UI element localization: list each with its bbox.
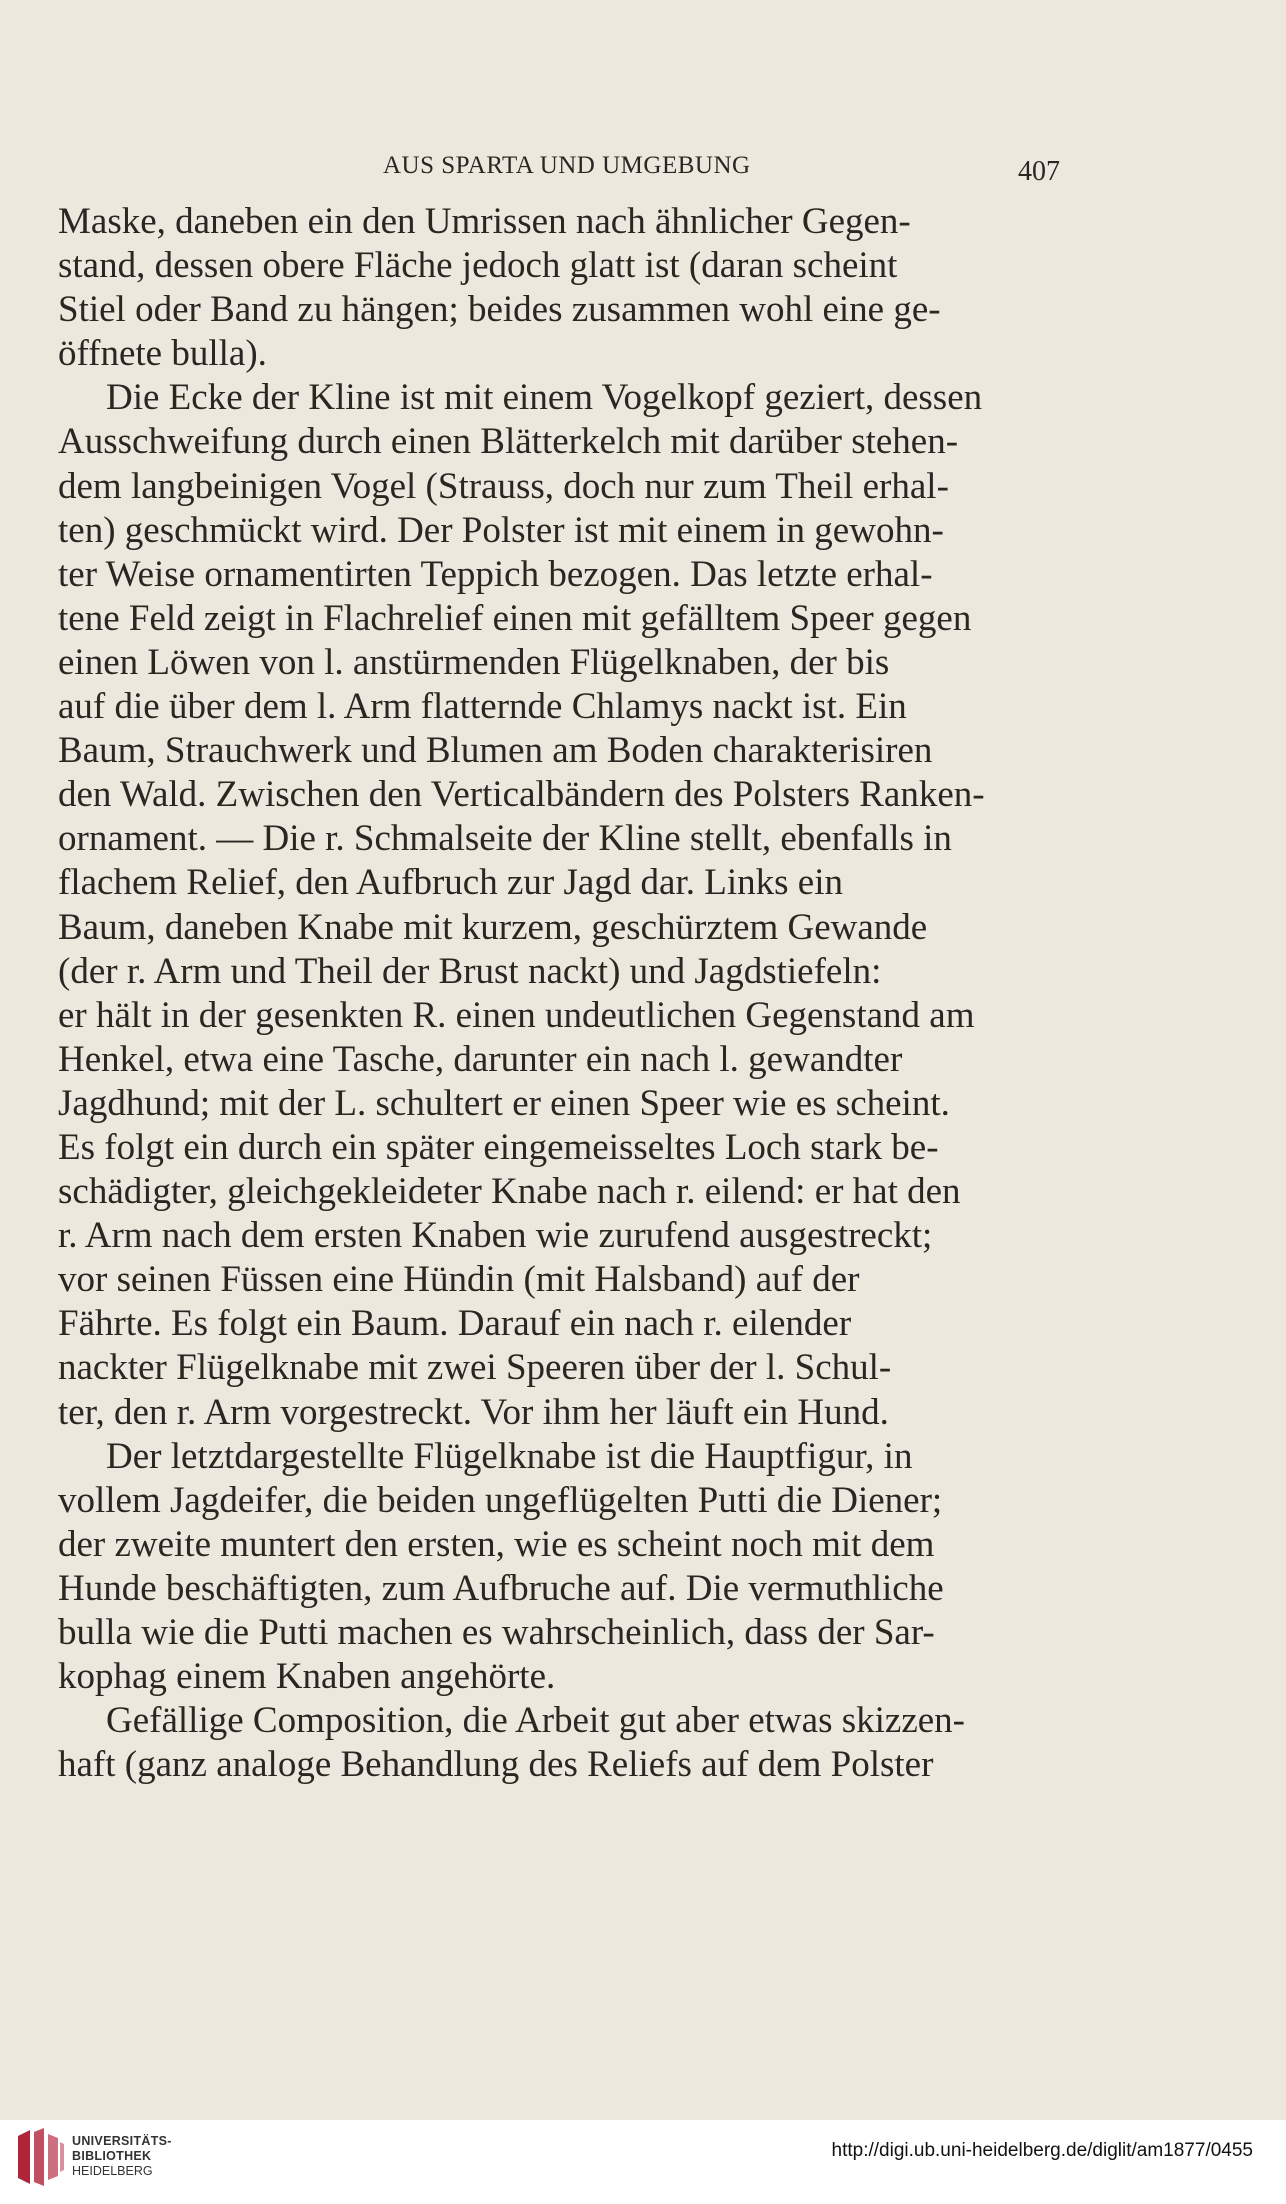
text-line: schädigter, gleichgekleideter Knabe nach r. eilend: er hat den <box>58 1171 961 1213</box>
text-line: Stiel oder Band zu hängen; beides zusammen wohl eine ge- <box>58 289 941 331</box>
body-text <box>58 200 1068 1787</box>
text-line: Die Ecke der Kline ist mit einem Vogelkopf geziert, dessen <box>106 377 983 419</box>
text-line: flachem Relief, den Aufbruch zur Jagd dar. Links ein <box>58 862 843 904</box>
text-line: Hunde beschäftigten, zum Aufbruche auf. Die vermuthliche <box>58 1567 944 1609</box>
text-line: Baum, daneben Knabe mit kurzem, geschürztem Gewande <box>58 906 928 948</box>
text-line: (der r. Arm und Theil der Brust nackt) und Jagdstiefeln: <box>58 950 882 992</box>
text-line: Baum, Strauchwerk und Blumen am Boden charakterisiren <box>58 730 933 772</box>
library-name-line1: UNIVERSITÄTS- <box>72 2134 172 2148</box>
text-line: er hält in der gesenkten R. einen undeutlichen Gegenstand am <box>58 994 975 1036</box>
text-line: der zweite muntert den ersten, wie es scheint noch mit dem <box>58 1523 935 1565</box>
footer-bar <box>0 2120 1286 2204</box>
text-line: dem langbeinigen Vogel (Strauss, doch nur zum Theil erhal- <box>58 465 949 507</box>
running-title: AUS SPARTA UND UMGEBUNG <box>383 152 751 179</box>
text-line: ter Weise ornamentirten Teppich bezogen. Das letzte erhal- <box>58 553 933 595</box>
text-line: haft (ganz analoge Behandlung des Reliefs auf dem Polster <box>58 1744 934 1786</box>
text-line: ornament. — Die r. Schmalseite der Kline stellt, ebenfalls in <box>58 818 952 860</box>
page-header <box>0 152 1286 192</box>
text-line: Fährte. Es folgt ein Baum. Darauf ein nach r. eilender <box>58 1303 852 1345</box>
text-line: Ausschweifung durch einen Blätterkelch mit darüber stehen- <box>58 421 959 463</box>
text-line: nackter Flügelknabe mit zwei Speeren über der l. Schul- <box>58 1347 892 1389</box>
text-line: Maske, daneben ein den Umrissen nach ähnlicher Gegen- <box>58 201 911 242</box>
text-line: auf die über dem l. Arm flatternde Chlamys nackt ist. Ein <box>58 686 907 728</box>
library-logo-icon <box>14 2126 66 2188</box>
text-line: stand, dessen obere Fläche jedoch glatt ist (daran scheint <box>58 245 898 287</box>
text-line: r. Arm nach dem ersten Knaben wie zurufend ausgestreckt; <box>58 1215 933 1257</box>
library-name-line2: BIBLIOTHEK <box>72 2149 152 2163</box>
text-line: Gefällige Composition, die Arbeit gut aber etwas skizzen- <box>106 1700 965 1742</box>
text-line: tene Feld zeigt in Flachrelief einen mit gefälltem Speer gegen <box>58 597 972 639</box>
text-line: öffnete bulla). <box>58 333 267 375</box>
text-line: bulla wie die Putti machen es wahrscheinlich, dass der Sar- <box>58 1612 935 1653</box>
text-line: Es folgt ein durch ein später eingemeisseltes Loch stark be- <box>58 1126 939 1168</box>
text-line: Jagdhund; mit der L. schultert er einen Speer wie es scheint. <box>58 1082 950 1124</box>
text-line: den Wald. Zwischen den Verticalbändern des Polsters Ranken- <box>58 774 985 816</box>
library-name <box>72 2134 172 2179</box>
text-line: ter, den r. Arm vorgestreckt. Vor ihm her läuft ein Hund. <box>58 1391 889 1433</box>
text-line: Der letztdargestellte Flügelknabe ist die Hauptfigur, in <box>106 1435 913 1477</box>
text-line: kophag einem Knaben angehörte. <box>58 1656 556 1698</box>
text-line: vollem Jagdeifer, die beiden ungeflügelten Putti die Diener; <box>58 1479 943 1521</box>
text-line: einen Löwen von l. anstürmenden Flügelknaben, der bis <box>58 641 890 683</box>
text-line: Henkel, etwa eine Tasche, darunter ein nach l. gewandter <box>58 1038 903 1080</box>
library-name-line3: HEIDELBERG <box>72 2164 153 2178</box>
source-url-link[interactable]: http://digi.ub.uni-heidelberg.de/diglit/am1877/0455 <box>831 2140 1253 2161</box>
text-line: vor seinen Füssen eine Hündin (mit Halsband) auf der <box>58 1259 860 1301</box>
text-line: ten) geschmückt wird. Der Polster ist mit einem in gewohn- <box>58 509 944 551</box>
page-number: 407 <box>1018 156 1060 187</box>
